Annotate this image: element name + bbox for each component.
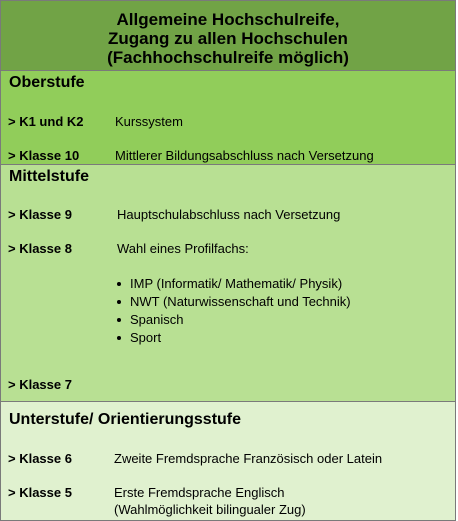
header-line-1: Allgemeine Hochschulreife, (116, 10, 340, 29)
profile-subject-nwt: NWT (Naturwissenschaft und Technik) (115, 293, 351, 311)
header-title (1, 1, 455, 67)
oberstufe-section (0, 70, 456, 165)
grade-desc-klasse-5-note: (Wahlmöglichkeit bilingualer Zug) (114, 502, 306, 517)
grade-desc-klasse-9: Hauptschulabschluss nach Versetzung (117, 207, 341, 222)
section-title-mittelstufe: Mittelstufe (9, 168, 89, 185)
grade-label-k1-k2: > K1 und K2 (8, 114, 84, 129)
profile-subject-list (115, 275, 351, 347)
unterstufe-section (0, 401, 456, 521)
grade-desc-klasse-10: Mittlerer Bildungsabschluss nach Versetzung (115, 148, 374, 163)
grade-label-klasse-8: > Klasse 8 (8, 241, 72, 256)
profile-subject-sport: Sport (115, 329, 351, 347)
grade-desc-klasse-8: Wahl eines Profilfachs: (117, 241, 249, 256)
grade-label-klasse-9: > Klasse 9 (8, 207, 72, 222)
grade-desc-k1-k2: Kurssystem (115, 114, 183, 129)
grade-desc-klasse-6: Zweite Fremdsprache Französisch oder Latein (114, 451, 383, 466)
section-title-oberstufe: Oberstufe (9, 74, 85, 91)
profile-subject-imp: IMP (Informatik/ Mathematik/ Physik) (115, 275, 351, 293)
header-line-3: (Fachhochschulreife möglich) (107, 48, 349, 67)
grade-label-klasse-6: > Klasse 6 (8, 451, 72, 466)
profile-subject-spanisch: Spanisch (115, 311, 351, 329)
mittelstufe-section (0, 164, 456, 402)
grade-label-klasse-7: > Klasse 7 (8, 377, 72, 392)
header-line-2: Zugang zu allen Hochschulen (108, 29, 348, 48)
grade-label-klasse-5: > Klasse 5 (8, 485, 72, 500)
grade-desc-klasse-5: Erste Fremdsprache Englisch (114, 485, 285, 500)
section-title-unterstufe: Unterstufe/ Orientierungsstufe (9, 411, 242, 428)
grade-label-klasse-10: > Klasse 10 (8, 148, 80, 163)
header-cell (0, 0, 456, 71)
